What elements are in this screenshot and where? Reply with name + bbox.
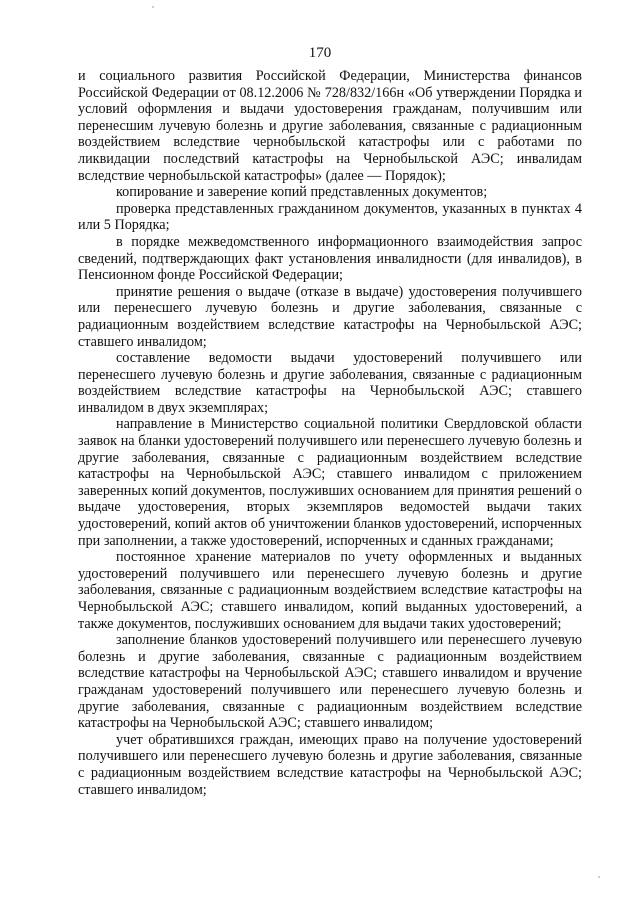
paragraph-continuation: и социального развития Российской Федерации, Министерства финансов Российской Федерации от 08.12.2006 № 728/832/166н «Об утверждении Порядка и условий оформления и выдачи удостоверения гражданам, получившим или перенесшим лучевую болезнь и другие заболевания, связанные с радиационным воздействием вследствие чернобыльской катастрофы или с работами по ликвидации последствий катастрофы на Чернобыльской АЭС; инвалидам вследствие чернобыльской катастрофы» (далее — Порядок); bbox=[78, 68, 582, 184]
paragraph-accounting: учет обратившихся граждан, имеющих право на получение удостоверений получившего или перенесшего лучевую болезнь и другие заболевания, связанные с радиационным воздействием вследствие катастрофы на Чернобыльской АЭС; ставшего инвалидом; bbox=[78, 731, 582, 798]
paragraph-decision: принятие решения о выдаче (отказе в выдаче) удостоверения получившего или перенесшего лучевую болезнь и другие заболевания, связанные с радиационным воздействием вследствие катастрофы на Чернобыльской АЭС; ставшего инвалидом; bbox=[78, 283, 582, 350]
paragraph-interagency-request: в порядке межведомственного информационного взаимодействия запрос сведений, подтверждающих факт установления инвалидности (для инвалидов), в Пенсионном фонде Российской Федерации; bbox=[78, 233, 582, 284]
paragraph-storage: постоянное хранение материалов по учету оформленных и выданных удостоверений получившего или перенесшего лучевую болезнь и другие заболевания, связанные с радиационным воздействием вследствие катастрофы на Чернобыльской АЭС; ставшего инвалидом, копий выданных удостоверений, а также документов, послуживших основанием для выдачи таких удостоверений; bbox=[78, 549, 582, 632]
paragraph-copying: копирование и заверение копий представленных документов; bbox=[116, 184, 488, 201]
document-body bbox=[78, 68, 582, 798]
scan-speck bbox=[598, 876, 600, 878]
page-number: 170 bbox=[308, 45, 332, 61]
scan-speck bbox=[152, 6, 154, 8]
paragraph-verification: проверка представленных гражданином документов, указанных в пунктах 4 или 5 Порядка; bbox=[78, 200, 582, 234]
paragraph-ministry-request: направление в Министерство социальной политики Свердловской области заявок на бланки удостоверений получившего или перенесшего лучевую болезнь и другие заболевания, связанные с радиационным воздействием вследствие катастрофы на Чернобыльской АЭС; ставшего инвалидом с приложением заверенных копий документов, послуживших основанием для принятия решений о выдаче удостоверения, вторых экземпляров ведомостей выдачи таких удостоверений, копий актов об уничтожении бланков удостоверений, испорченных при заполнении, а также удостоверений, испорченных и сданных гражданами; bbox=[78, 416, 582, 549]
paragraph-filling-forms: заполнение бланков удостоверений получившего или перенесшего лучевую болезнь и другие заболевания, связанные с радиационным воздействием вследствие катастрофы на Чернобыльской АЭС; ставшего инвалидом и вручение гражданам удостоверений получившего или перенесшего лучевую болезнь и другие заболевания, связанные с радиационным воздействием вследствие катастрофы на Чернобыльской АЭС; ставшего инвалидом; bbox=[78, 632, 582, 732]
paragraph-statement: составление ведомости выдачи удостоверений получившего или перенесшего лучевую болезнь и другие заболевания, связанные с радиационным воздействием вследствие катастрофы на Чернобыльской АЭС; ставшего инвалидом в двух экземплярах; bbox=[78, 350, 582, 416]
